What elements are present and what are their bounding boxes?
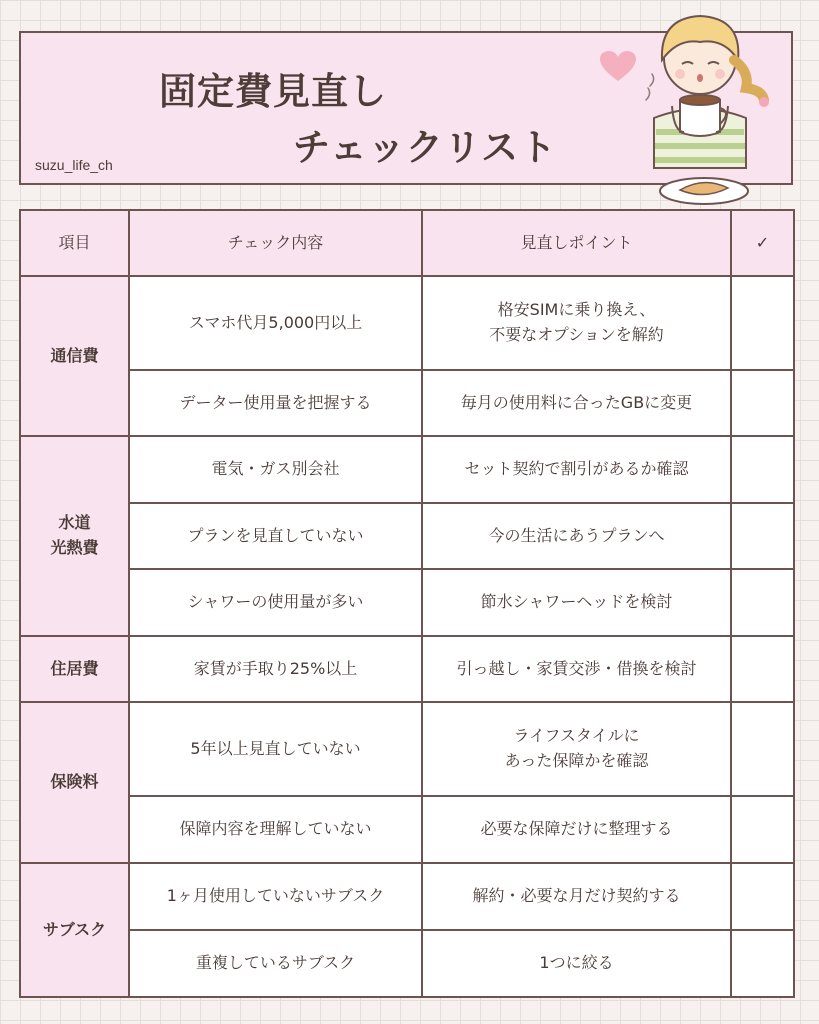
review-point: 必要な保障だけに整理する	[422, 796, 731, 863]
table-row	[20, 436, 794, 503]
table-row	[20, 863, 794, 930]
checkbox-cell[interactable]	[731, 930, 794, 997]
checkbox-cell[interactable]	[731, 569, 794, 636]
table-row	[20, 370, 794, 436]
check-content: 電気・ガス別会社	[129, 436, 422, 503]
review-point: 解約・必要な月だけ契約する	[422, 863, 731, 930]
check-content: 1ヶ月使用していないサブスク	[129, 863, 422, 930]
header-checkmark: ✓	[731, 210, 794, 276]
check-content: 5年以上見直していない	[129, 702, 422, 796]
review-point: 引っ越し・家賃交渉・借換を検討	[422, 636, 731, 702]
checkbox-cell[interactable]	[731, 863, 794, 930]
check-content: 保障内容を理解していない	[129, 796, 422, 863]
check-content: シャワーの使用量が多い	[129, 569, 422, 636]
review-point: 今の生活にあうプランへ	[422, 503, 731, 569]
category-subscription: サブスク	[20, 863, 129, 997]
checkbox-cell[interactable]	[731, 370, 794, 436]
category-communication: 通信費	[20, 276, 129, 436]
header-category: 項目	[20, 210, 129, 276]
page-title-line1: 固定費見直し	[159, 70, 387, 113]
check-content: 家賃が手取り25%以上	[129, 636, 422, 702]
check-content: 重複しているサブスク	[129, 930, 422, 997]
review-point: ライフスタイルに あった保障かを確認	[422, 702, 731, 796]
table-row	[20, 796, 794, 863]
table-row	[20, 276, 794, 370]
review-point: 節水シャワーヘッドを検討	[422, 569, 731, 636]
table-row	[20, 636, 794, 702]
girl-drinking-coffee-illustration	[600, 8, 790, 213]
table-row	[20, 702, 794, 796]
review-point: 1つに絞る	[422, 930, 731, 997]
checkbox-cell[interactable]	[731, 276, 794, 370]
checkbox-cell[interactable]	[731, 702, 794, 796]
header-check: チェック内容	[129, 210, 422, 276]
category-housing: 住居費	[20, 636, 129, 702]
checkbox-cell[interactable]	[731, 796, 794, 863]
review-point: 毎月の使用料に合ったGBに変更	[422, 370, 731, 436]
checkbox-cell[interactable]	[731, 503, 794, 569]
author-handle: suzu_life_ch	[35, 157, 113, 173]
review-point: セット契約で割引があるか確認	[422, 436, 731, 503]
check-content: プランを見直していない	[129, 503, 422, 569]
checkbox-cell[interactable]	[731, 636, 794, 702]
check-content: データー使用量を把握する	[129, 370, 422, 436]
category-insurance: 保険料	[20, 702, 129, 863]
category-utilities: 水道 光熱費	[20, 436, 129, 636]
table-header-row	[20, 210, 794, 276]
table-row	[20, 930, 794, 997]
header-point: 見直しポイント	[422, 210, 731, 276]
checklist-table	[19, 209, 795, 998]
check-content: スマホ代月5,000円以上	[129, 276, 422, 370]
checkbox-cell[interactable]	[731, 436, 794, 503]
review-point: 格安SIMに乗り換え、 不要なオプションを解約	[422, 276, 731, 370]
page-title-line2: チェックリスト	[293, 126, 558, 169]
table-row	[20, 569, 794, 636]
table-row	[20, 503, 794, 569]
